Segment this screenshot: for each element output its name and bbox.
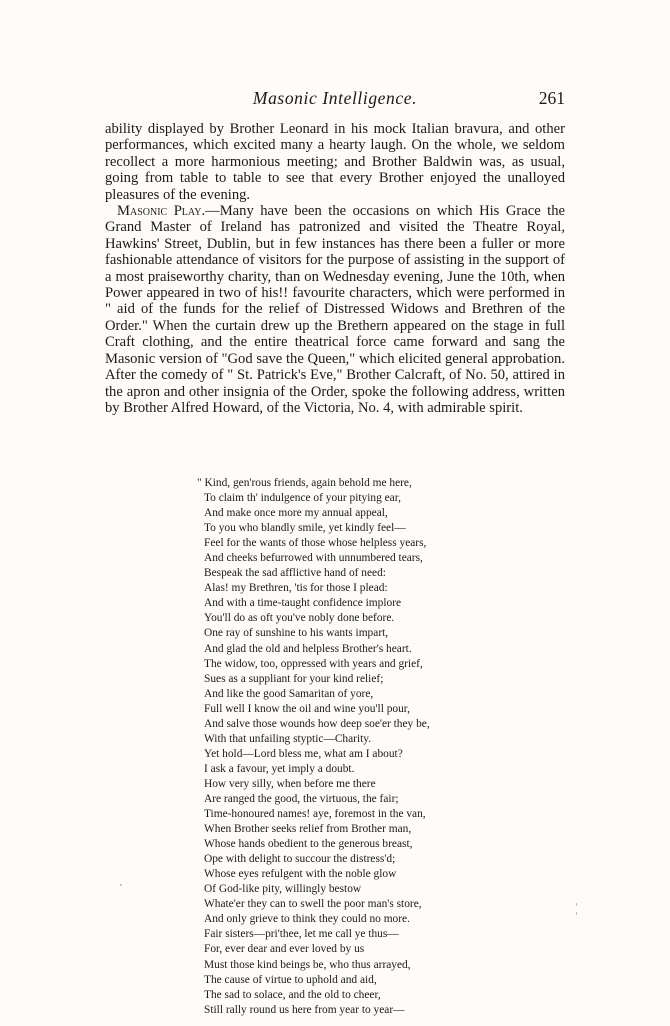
poem-line: And only grieve to think they could no more. <box>204 913 410 926</box>
poem-line: " Kind, gen'rous friends, again behold me here, <box>197 477 412 489</box>
poem-line: To you who blandly smile, yet kindly feel— <box>204 522 406 535</box>
poem-line: Alas! my Brethren, 'tis for those I plead: <box>204 582 388 595</box>
page-number: 261 <box>538 88 565 108</box>
paragraph-continuation: ability displayed by Brother Leonard in his mock Italian bravura, and other performances, which excited many a hearty laugh. On the whole, we seldom recollect a more harmonious meeting; and Brother Baldwin was, as usual, going from table to table to see that every Brother enjoyed the unalloyed pleasures of the evening. <box>105 121 565 203</box>
address-poem <box>197 476 537 1018</box>
poem-line: And make once more my annual appeal, <box>204 507 388 520</box>
poem-line: One ray of sunshine to his wants impart, <box>204 627 389 640</box>
page-speck <box>576 912 577 915</box>
paragraph-masonic-play-text: —Many have been the occasions on which His Grace the Grand Master of Ireland has patronized and visited the Theatre Royal, Hawkins' Street, Dublin, but in few instances has there been a fuller or more fashionable attendance of visitors for the purpose of assisting in the support of a most praiseworthy charity, than on Wednesday evening, June the 10th, when Power appeared in two of his!! favourite characters, which were performed in " aid of the funds for the relief of Distressed Widows and Brethren of the Order." When the curtain drew up the Brethern appeared on the stage in full Craft clothing, and the entire theatrical force came forward and sang the Masonic version of "God save the Queen," which elicited general approbation. After the comedy of " St. Patrick's Eve," Brother Calcraft, of No. 50, attired in the apron and other insignia of the Order, spoke the following address, written by Brother Alfred Howard, of the Victoria, No. 4, with admirable spirit. <box>105 203 565 416</box>
poem-line: How very silly, when before me there <box>204 777 376 790</box>
poem-line: And salve those wounds how deep soe'er they be, <box>204 717 430 730</box>
poem-line: Sues as a suppliant for your kind relief; <box>204 672 384 685</box>
poem-line: With that unfailing styptic—Charity. <box>204 732 372 745</box>
article-body <box>105 121 565 416</box>
poem-line: Whate'er they can to swell the poor man's store, <box>204 898 422 911</box>
poem-line: To claim th' indulgence of your pitying ear, <box>204 492 401 505</box>
poem-line: And cheeks befurrowed with unnumbered tears, <box>204 552 423 565</box>
section-heading: Masonic Play. <box>117 203 206 220</box>
page-header <box>105 88 565 112</box>
poem-line: Whose eyes refulgent with the noble glow <box>204 868 397 881</box>
poem-line: Time-honoured names! aye, foremost in the van, <box>204 808 426 821</box>
poem-line: Whose hands obedient to the generous breast, <box>204 838 413 851</box>
page-speck <box>576 903 577 906</box>
poem-line: Bespeak the sad afflictive hand of need: <box>204 567 386 580</box>
poem-line: And with a time-taught confidence implore <box>204 597 402 610</box>
poem-line: Yet hold—Lord bless me, what am I about? <box>204 747 403 760</box>
poem-line: And like the good Samaritan of yore, <box>204 687 374 700</box>
poem-line: Must those kind beings be, who thus arrayed, <box>204 958 411 971</box>
paragraph-masonic-play <box>105 203 565 416</box>
poem-line: Feel for the wants of those whose helpless years, <box>204 537 427 550</box>
poem-line: Ope with delight to succour the distress'd; <box>204 853 396 866</box>
poem-line: The widow, too, oppressed with years and grief, <box>204 657 423 670</box>
poem-line: Fair sisters—pri'thee, let me call ye thus— <box>204 928 399 941</box>
page-speck <box>120 884 122 886</box>
poem-line: The cause of virtue to uphold and aid, <box>204 973 377 986</box>
poem-line: You'll do as oft you've nobly done before. <box>204 612 395 625</box>
poem-line: When Brother seeks relief from Brother man, <box>204 823 412 836</box>
poem-line: And glad the old and helpless Brother's heart. <box>204 642 412 655</box>
poem-line: Still rally round us here from year to year— <box>204 1003 405 1016</box>
poem-line: I ask a favour, yet imply a doubt. <box>204 762 355 775</box>
poem-line: For, ever dear and ever loved by us <box>204 943 365 956</box>
poem-line: The sad to solace, and the old to cheer, <box>204 988 381 1001</box>
poem-line: Full well I know the oil and wine you'll pour, <box>204 702 410 715</box>
poem-line: Are ranged the good, the virtuous, the fair; <box>204 792 399 805</box>
poem-line: Of God-like pity, willingly bestow <box>204 883 362 896</box>
running-title: Masonic Intelligence. <box>252 88 418 108</box>
